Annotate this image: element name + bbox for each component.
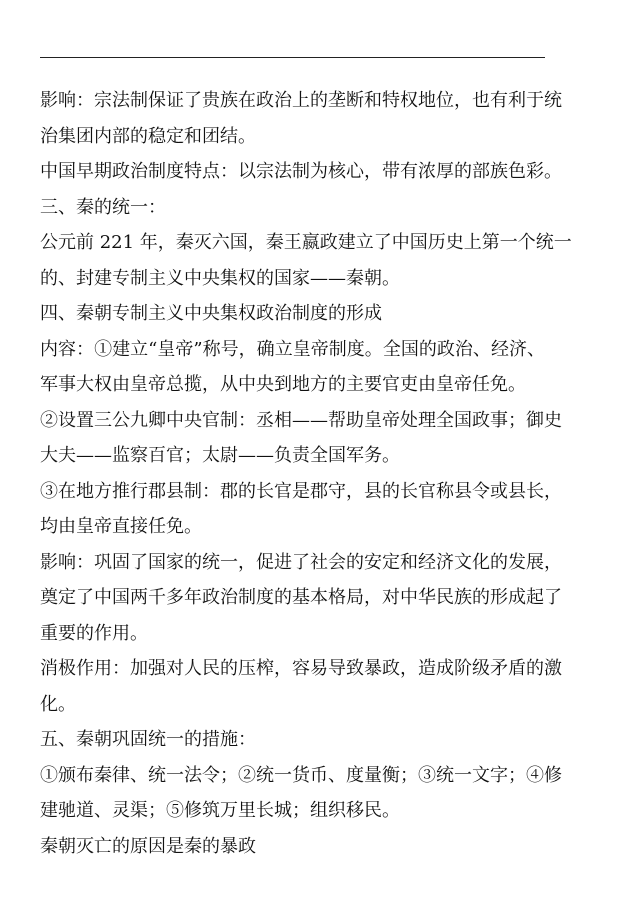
text-line: 影响：宗法制保证了贵族在政治上的垄断和特权地位，也有利于统 [40, 90, 562, 111]
text-line: 影响：巩固了国家的统一，促进了社会的安定和经济文化的发展， [40, 551, 562, 573]
text-line: 重要的作用。 [40, 622, 148, 644]
text-line: 均由皇帝直接任免。 [40, 516, 202, 537]
text-line: 的、封建专制主义中央集权的国家——秦朝。 [40, 267, 400, 289]
section-heading: 五、秦朝巩固统一的措施： [40, 729, 256, 750]
text-line: 秦朝灭亡的原因是秦的暴政 [40, 835, 256, 857]
text-line: 奠定了中国两千多年政治制度的基本格局，对中华民族的形成起了 [40, 587, 562, 608]
text-line: 公元前 221 年，秦灭六国，秦王嬴政建立了中国历史上第一个统一 [40, 232, 572, 253]
section-heading: 三、秦的统一： [40, 196, 166, 218]
text-line: ③在地方推行郡县制：郡的长官是郡守，县的长官称县令或县长， [40, 480, 562, 502]
text-line: 消极作用：加强对人民的压榨，容易导致暴政，造成阶级矛盾的激 [40, 658, 562, 679]
text-line: ②设置三公九卿中央官制：丞相——帮助皇帝处理全国政事；御史 [40, 409, 562, 431]
header-rule [40, 57, 545, 58]
document-body [40, 83, 572, 864]
text-line: 内容：①建立“皇帝”称号，确立皇帝制度。全国的政治、经济、 [40, 338, 545, 360]
text-line: 治集团内部的稳定和团结。 [40, 125, 256, 147]
text-line: 大夫——监察百官；太尉——负责全国军务。 [40, 445, 400, 466]
text-line: 化。 [40, 693, 76, 715]
text-line: 建驰道、灵渠；⑤修筑万里长城；组织移民。 [40, 800, 400, 821]
section-heading: 四、秦朝专制主义中央集权政治制度的形成 [40, 303, 382, 324]
text-line: 军事大权由皇帝总揽，从中央到地方的主要官吏由皇帝任免。 [40, 374, 526, 395]
text-line: ①颁布秦律、统一法令；②统一货币、度量衡；③统一文字；④修 [40, 764, 562, 786]
text-line: 中国早期政治制度特点：以宗法制为核心，带有浓厚的部族色彩。 [40, 161, 562, 182]
